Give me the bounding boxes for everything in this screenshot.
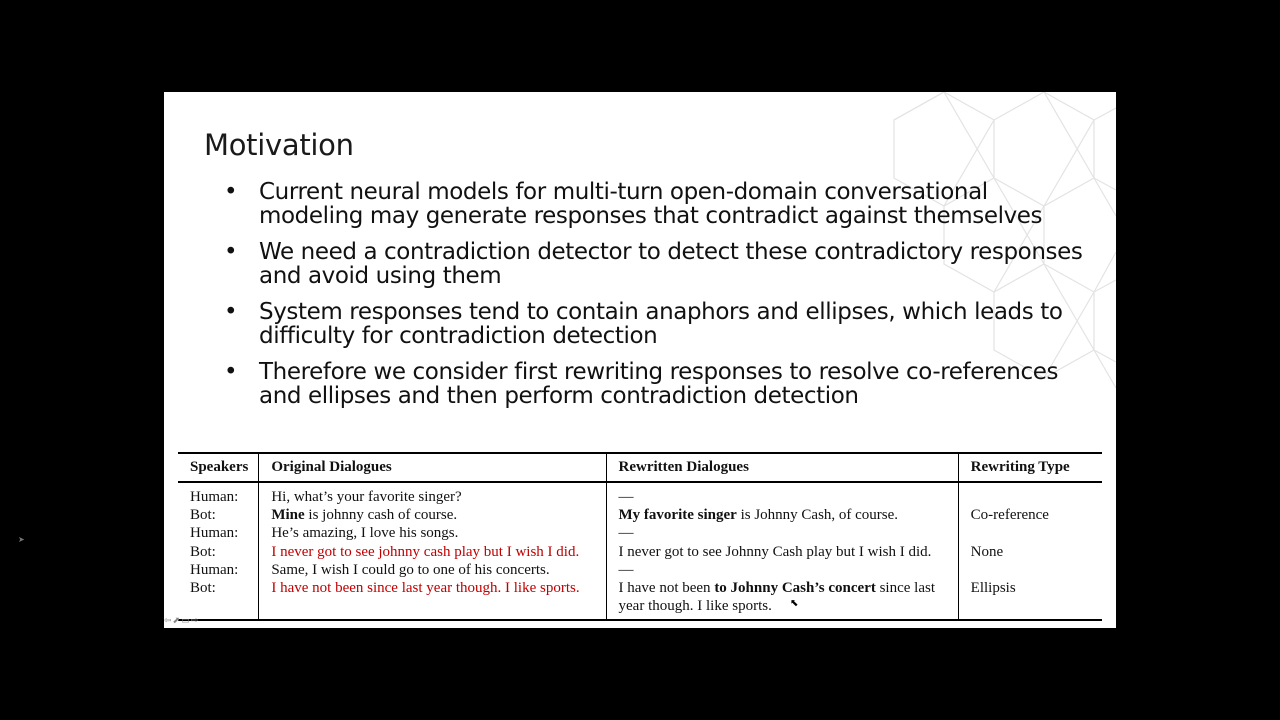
header-original: Original Dialogues (259, 453, 606, 482)
speaker-cell: Human: (190, 525, 239, 542)
type-cell: None (958, 543, 1102, 561)
bullet-text: System responses tend to contain anaphors and ellipses, which leads to difficulty for contradiction detection (259, 299, 1063, 349)
dialogue-table-container (178, 452, 1102, 621)
bullet-dot: • (224, 179, 238, 205)
bullet-text: We need a contradiction detector to detect these contradictory responses and avoid using them (259, 239, 1083, 289)
bullet-dot: • (224, 359, 238, 385)
rewritten-cell: — (606, 524, 958, 542)
type-cell (958, 524, 1102, 542)
original-cell: Same, I wish I could go to one of his concerts. (259, 561, 606, 579)
bullet-text: Therefore we consider first rewriting responses to resolve co-references and ellipses and then perform contradiction detection (259, 359, 1059, 409)
type-cell: Co-reference (958, 506, 1102, 524)
original-text: is johnny cash of course. (308, 507, 458, 524)
rewritten-bold-phrase: to Johnny Cash’s concert (714, 580, 876, 597)
table-row (178, 506, 1102, 524)
rewritten-cell (606, 579, 958, 620)
table-row (178, 482, 1102, 506)
slide-navigation-icons[interactable]: ⇦⬈▭⇨ (164, 616, 200, 626)
table-row (178, 543, 1102, 561)
speaker-cell: Human: (190, 489, 239, 505)
rewritten-text: since last year though. I like sports. (618, 580, 935, 615)
original-cell (259, 506, 606, 524)
original-bold-word: Mine (271, 507, 305, 524)
speaker-cell: Bot: (190, 543, 216, 560)
bullet-item (224, 240, 1094, 288)
table-row (178, 579, 1102, 620)
type-cell (958, 482, 1102, 506)
type-cell: Ellipsis (958, 579, 1102, 620)
pointer-icon: ➤ (18, 535, 25, 544)
rewritten-cell: — (606, 482, 958, 506)
bullet-dot: • (224, 239, 238, 265)
dialogue-table (178, 452, 1102, 621)
bullet-dot: • (224, 299, 238, 325)
speaker-cell: Bot: (190, 580, 216, 597)
bullet-item (224, 300, 1094, 348)
header-rewritten: Rewritten Dialogues (606, 453, 958, 482)
speaker-cell: Bot: (190, 507, 216, 524)
mouse-cursor-icon: ⬉ (790, 598, 799, 609)
bullet-text: Current neural models for multi-turn open-domain conversational modeling may generate responses that contradict against themselves (259, 179, 1043, 229)
rewritten-text: is Johnny Cash, of course. (736, 507, 899, 524)
rewritten-cell: I never got to see Johnny Cash play but I wish I did. (606, 543, 958, 561)
header-type: Rewriting Type (958, 453, 1102, 482)
table-row (178, 561, 1102, 579)
rewritten-cell (606, 506, 958, 524)
rewritten-cell: — (606, 561, 958, 579)
slide-title: Motivation (204, 128, 354, 162)
type-cell (958, 561, 1102, 579)
original-cell-highlighted: I never got to see johnny cash play but I wish I did. (259, 543, 606, 561)
slide (164, 92, 1116, 628)
original-cell-highlighted: I have not been since last year though. I like sports. (259, 579, 606, 620)
bullet-item (224, 180, 1094, 228)
original-cell: Hi, what’s your favorite singer? (259, 482, 606, 506)
table-row (178, 524, 1102, 542)
header-speakers: Speakers (190, 458, 249, 475)
original-cell: He’s amazing, I love his songs. (259, 524, 606, 542)
speaker-cell: Human: (190, 561, 239, 578)
bullet-item (224, 360, 1094, 408)
rewritten-text: I have not been (618, 580, 715, 597)
rewritten-bold-phrase: My favorite singer (618, 507, 737, 524)
bullet-list (224, 180, 1094, 420)
table-header-row (178, 453, 1102, 482)
